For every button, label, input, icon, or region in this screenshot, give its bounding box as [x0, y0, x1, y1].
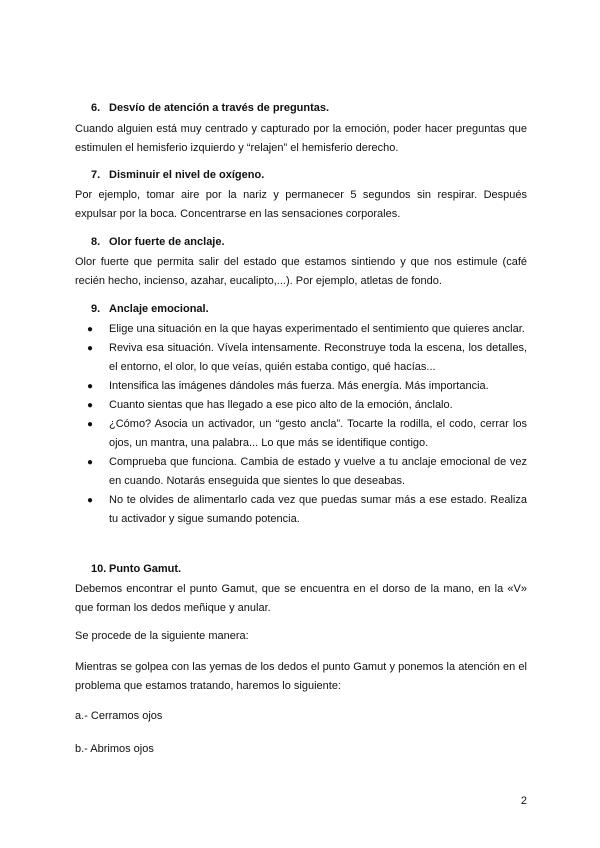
step-b: b.- Abrimos ojos	[75, 743, 154, 755]
section-7-body: Por ejemplo, tomar aire por la nariz y permanecer 5 segundos sin respirar. Después expulsar por la boca. Concentrarse en las sensaciones corporales.	[75, 189, 527, 220]
procedure-description: Mientras se golpea con las yemas de los dedos el punto Gamut y ponemos la atención en el problema que estamos tratando, haremos lo siguiente:	[75, 661, 527, 692]
bullet-icon: ●	[87, 400, 94, 411]
list-item: ● Intensifica las imágenes dándoles más fuerza. Más energía. Más importancia.	[75, 377, 527, 396]
step-a: a.- Cerramos ojos	[75, 710, 163, 722]
list-item: ● Cuanto sientas que has llegado a ese pico alto de la emoción, áncla​lo.	[75, 396, 527, 415]
section-number: 10.	[91, 563, 107, 575]
list-item: ● No te olvides de alimentarlo cada vez que puedas sumar más a ese estado. Realiza tu activador y sigue sumando potencia.	[75, 491, 527, 529]
list-item: ● Reviva esa situación. Vívela intensamente. Reconstruye toda la escena, los detalles, el entorno, el olor, lo que veías, quién estaba contigo, qué hacías...	[75, 339, 527, 377]
section-title: Desvío de atención a través de preguntas.	[109, 102, 330, 114]
section-7-heading	[75, 166, 543, 185]
section-9-heading	[75, 300, 543, 319]
section-number: 6.	[91, 102, 101, 114]
procedure-intro: Se procede de la siguiente manera:	[75, 630, 249, 642]
bullet-icon: ●	[87, 495, 94, 506]
section-8-heading	[75, 233, 543, 252]
section-10-body: Debemos encontrar el punto Gamut, que se encuentra en el dorso de la mano, en la «V» que forman los dedos meñique y anular.	[75, 583, 527, 614]
list-item: ● ¿Cómo? Asocia un activador, un “gesto ancla”. Tocarte la rodilla, el codo, cerrar los ojos, un mantra, una palabra... Lo que más se identifique contigo.	[75, 415, 527, 453]
section-title: Disminuir el nivel de oxígeno.	[109, 169, 265, 181]
bullet-icon: ●	[87, 343, 94, 354]
section-number: 7.	[91, 169, 101, 181]
anchor-steps-list	[75, 320, 527, 529]
section-title: Olor fuerte de anclaje.	[109, 236, 225, 248]
section-number: 8.	[91, 236, 101, 248]
bullet-icon: ●	[87, 457, 94, 468]
section-6-heading	[75, 99, 543, 118]
section-6-body: Cuando alguien está muy centrado y capturado por la emoción, poder hacer preguntas que estimulen el hemisferio izquierdo y “relajen” el hemisferio derecho.	[75, 123, 527, 154]
section-title: Punto Gamut.	[109, 563, 182, 575]
list-item: ● Elige una situación en la que hayas experimentado el sentimiento que quieres anclar.	[75, 320, 527, 339]
page-number: 2	[520, 795, 527, 807]
bullet-icon: ●	[87, 381, 94, 392]
section-10-heading	[75, 560, 543, 579]
section-title: Anclaje emocional.	[109, 303, 209, 315]
list-item: ● Comprueba que funciona. Cambia de estado y vuelve a tu anclaje emocional de vez en cuando. Notarás enseguida que sientes lo que deseabas.	[75, 453, 527, 491]
section-8-body: Olor fuerte que permita salir del estado que estamos sintiendo y que nos estimule (café recién hecho, incienso, azahar, eucalipto,...). Por ejemplo, atletas de fondo.	[75, 256, 527, 287]
bullet-icon: ●	[87, 419, 94, 430]
section-number: 9.	[91, 303, 101, 315]
bullet-icon: ●	[87, 324, 94, 335]
